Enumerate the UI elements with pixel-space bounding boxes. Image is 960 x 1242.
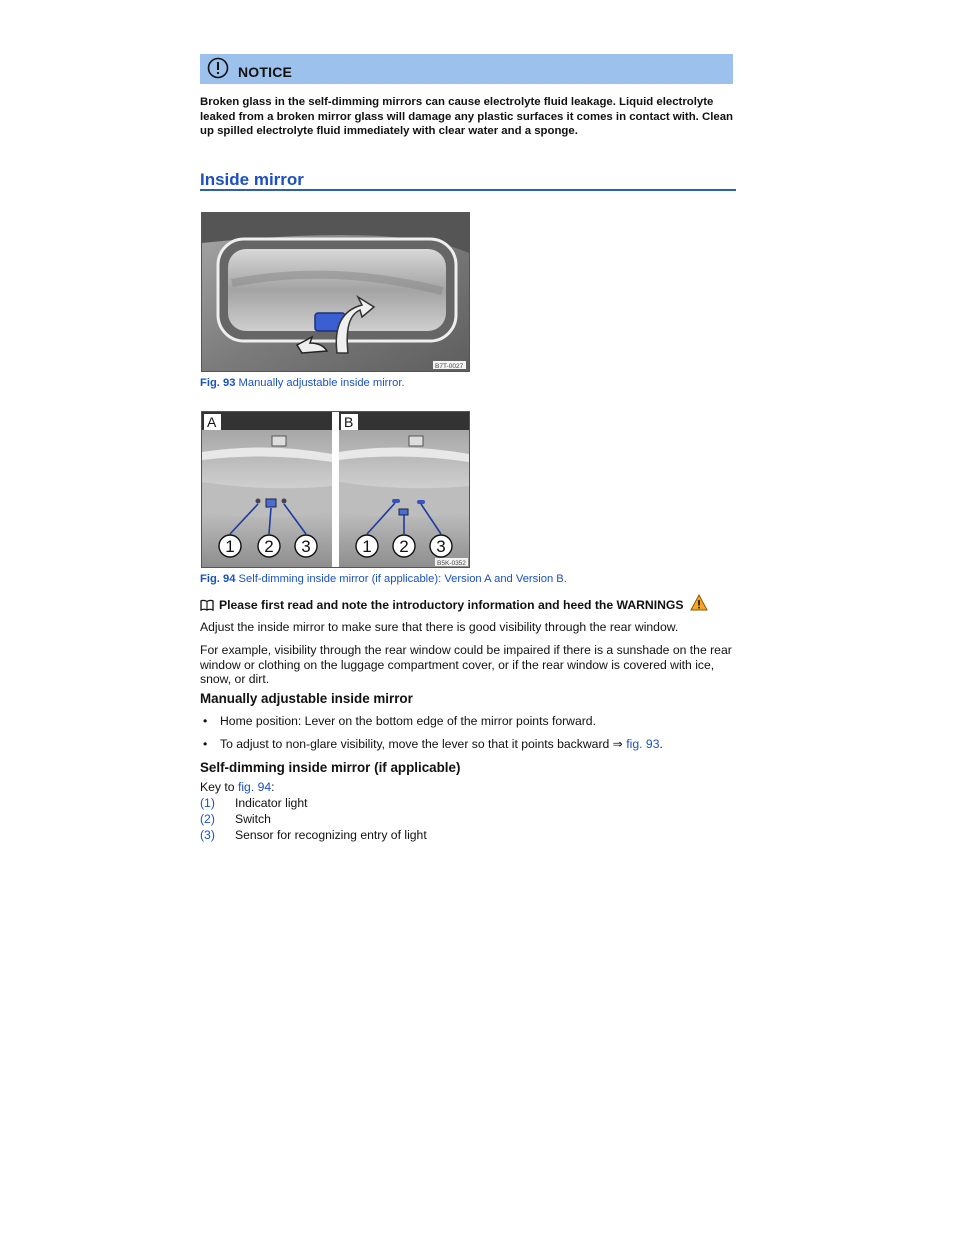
marker-b-1: 1 bbox=[362, 537, 372, 556]
key-label: Indicator light bbox=[235, 796, 308, 810]
figure-94-code: B5K-0352 bbox=[437, 560, 466, 567]
figure-93-number: Fig. 93 bbox=[200, 377, 236, 389]
figure-93-code: B7T-0027 bbox=[435, 363, 464, 370]
figure-93-image bbox=[201, 212, 470, 372]
notice-bar bbox=[200, 54, 733, 84]
bullet-text-main: To adjust to non-glare visibility, move the lever so that it points backward ⇒ bbox=[220, 737, 627, 751]
bullet-dot: • bbox=[203, 737, 208, 751]
list-item bbox=[200, 714, 740, 728]
exclamation-circle-icon bbox=[207, 57, 229, 79]
fig-94-link[interactable]: fig. 94 bbox=[237, 780, 272, 794]
warning-triangle-icon[interactable] bbox=[690, 594, 708, 611]
notice-title: NOTICE bbox=[238, 64, 293, 80]
book-icon bbox=[200, 599, 214, 611]
key-number: (2) bbox=[200, 812, 215, 826]
intro-text: Please first read and note the introductory information and heed the WARNINGS bbox=[219, 598, 684, 612]
figure-94-image bbox=[201, 411, 470, 568]
key-item-2 bbox=[200, 812, 271, 826]
figure-93-caption-text: Manually adjustable inside mirror. bbox=[235, 377, 405, 389]
bullet-text-end: . bbox=[659, 737, 663, 751]
fig-93-link[interactable]: fig. 93 bbox=[626, 737, 660, 751]
key-intro bbox=[200, 780, 740, 795]
intro-line bbox=[200, 598, 740, 613]
key-label: Sensor for recognizing entry of light bbox=[235, 828, 427, 842]
marker-a-3: 3 bbox=[301, 537, 311, 556]
bullet-text: Home position: Lever on the bottom edge of the mirror points forward. bbox=[220, 714, 596, 728]
key-number: (1) bbox=[200, 796, 215, 810]
paragraph-2: For example, visibility through the rear window could be impaired if there is a sunshade on the rear window or clothing on the luggage compartment cover, or if the rear window is covered with ice, snow, or dirt. bbox=[200, 643, 732, 686]
bullet-text bbox=[220, 737, 663, 751]
bullet-dot: • bbox=[203, 714, 208, 728]
figure-94-caption-text: Self-dimming inside mirror (if applicable): Version A and Version B. bbox=[235, 573, 567, 585]
section-title: Inside mirror bbox=[200, 170, 304, 189]
manual-heading: Manually adjustable inside mirror bbox=[200, 691, 413, 706]
key-label: Switch bbox=[235, 812, 271, 826]
key-prefix: Key to bbox=[200, 780, 238, 794]
selfdim-heading: Self-dimming inside mirror (if applicable) bbox=[200, 760, 461, 775]
notice-text: Broken glass in the self-dimming mirrors can cause electrolyte fluid leakage. Liquid electrolyte leaked from a broken mirror glass will damage any plastic surfaces it comes in contact with. Clean up spilled electrolyte fluid immediately with clear water and a sponge. bbox=[200, 96, 734, 137]
key-item-3 bbox=[200, 828, 427, 842]
paragraph-1: Adjust the inside mirror to make sure that there is good visibility through the rear window. bbox=[200, 620, 679, 634]
figure-94-label-b: B bbox=[344, 414, 354, 430]
list-item bbox=[200, 737, 740, 751]
marker-a-2: 2 bbox=[264, 537, 274, 556]
key-suffix: : bbox=[271, 780, 275, 794]
figure-93-caption bbox=[200, 377, 405, 389]
figure-94-number: Fig. 94 bbox=[200, 573, 236, 585]
key-number: (3) bbox=[200, 828, 215, 842]
figure-94-label-a: A bbox=[207, 414, 217, 430]
marker-b-2: 2 bbox=[399, 537, 409, 556]
marker-b-3: 3 bbox=[436, 537, 446, 556]
marker-a-1: 1 bbox=[225, 537, 235, 556]
figure-94-caption bbox=[200, 573, 567, 585]
section-divider bbox=[200, 189, 736, 191]
key-item-1 bbox=[200, 796, 308, 810]
